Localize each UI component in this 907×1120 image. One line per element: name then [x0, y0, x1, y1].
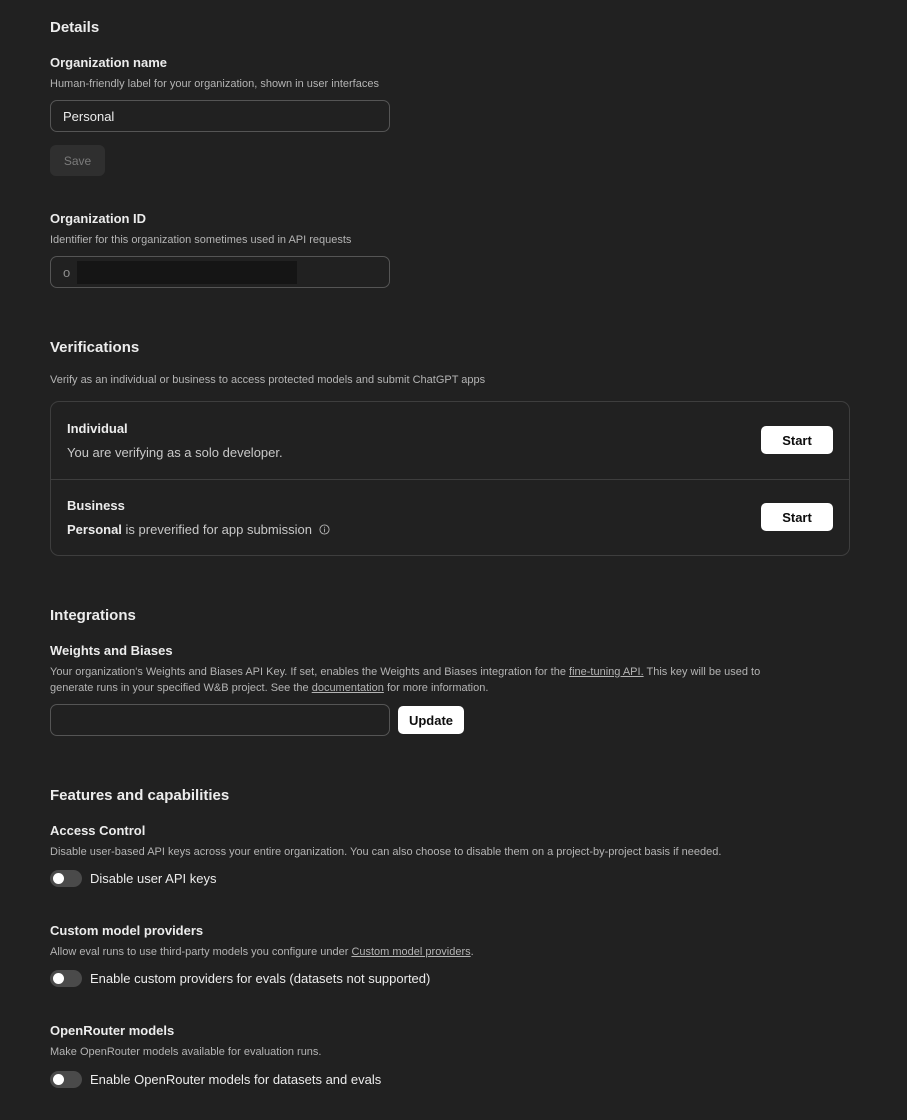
access-control-description: Disable user-based API keys across your entire organization. You can also choose to disable them on a project-by-project basis if needed.	[50, 846, 722, 858]
org-id-value: o	[63, 265, 71, 280]
openrouter-description: Make OpenRouter models available for evaluation runs.	[50, 1046, 322, 1058]
org-name-input[interactable]	[50, 100, 390, 132]
business-row	[51, 479, 849, 556]
wandb-description-line2	[50, 680, 488, 696]
fine-tuning-api-link[interactable]: fine-tuning API.	[569, 666, 644, 678]
individual-description: You are verifying as a solo developer.	[67, 445, 283, 460]
individual-row	[51, 402, 849, 480]
custom-providers-desc-text: Allow eval runs to use third-party models you configure under	[50, 946, 349, 958]
toggle-knob	[53, 873, 64, 884]
verifications-card	[50, 401, 850, 556]
custom-providers-desc-period: .	[470, 946, 474, 958]
org-name-label: Organization name	[50, 55, 168, 70]
enable-custom-providers-toggle[interactable]	[50, 970, 82, 987]
wandb-desc-text3: generate runs in your specified W&B project. See the	[50, 682, 309, 694]
toggle-knob	[53, 973, 64, 984]
business-description	[67, 522, 330, 538]
verifications-heading: Verifications	[50, 339, 140, 356]
verifications-description: Verify as an individual or business to access protected models and submit ChatGPT apps	[50, 374, 486, 386]
org-id-redaction	[77, 261, 297, 284]
org-name-description: Human-friendly label for your organization, shown in user interfaces	[50, 78, 379, 90]
wandb-api-key-input[interactable]	[50, 704, 390, 736]
enable-custom-providers-label: Enable custom providers for evals (datasets not supported)	[90, 971, 431, 986]
individual-title: Individual	[67, 421, 128, 436]
features-heading: Features and capabilities	[50, 787, 230, 804]
wandb-label: Weights and Biases	[50, 643, 173, 658]
integrations-heading: Integrations	[50, 607, 136, 624]
openrouter-label: OpenRouter models	[50, 1023, 175, 1038]
individual-start-button[interactable]: Start	[761, 426, 833, 454]
wandb-desc-text4: for more information.	[386, 682, 489, 694]
business-start-button[interactable]: Start	[761, 503, 833, 531]
documentation-link[interactable]: documentation	[311, 682, 384, 694]
org-id-label: Organization ID	[50, 211, 147, 226]
wandb-desc-text1: Your organization's Weights and Biases API Key. If set, enables the Weights and Biases integration for the	[50, 666, 566, 678]
access-control-label: Access Control	[50, 823, 146, 838]
business-description-text: is preverified for app submission	[125, 522, 312, 537]
details-heading: Details	[50, 19, 100, 36]
wandb-description-line1	[50, 664, 760, 680]
enable-openrouter-toggle[interactable]	[50, 1071, 82, 1088]
business-title: Business	[67, 498, 125, 513]
org-id-field[interactable]	[50, 256, 390, 288]
info-circle-icon[interactable]	[319, 523, 330, 538]
org-id-description: Identifier for this organization sometimes used in API requests	[50, 234, 352, 246]
business-org-name: Personal	[67, 522, 122, 537]
custom-providers-label: Custom model providers	[50, 923, 204, 938]
disable-user-api-keys-label: Disable user API keys	[90, 871, 217, 886]
custom-providers-description	[50, 944, 474, 960]
enable-openrouter-label: Enable OpenRouter models for datasets and evals	[90, 1072, 382, 1087]
wandb-desc-text2: This key will be used to	[646, 666, 761, 678]
save-button[interactable]: Save	[50, 145, 105, 176]
toggle-knob	[53, 1074, 64, 1085]
custom-model-providers-link[interactable]: Custom model providers	[351, 946, 471, 958]
disable-user-api-keys-toggle[interactable]	[50, 870, 82, 887]
wandb-update-button[interactable]: Update	[398, 706, 464, 734]
